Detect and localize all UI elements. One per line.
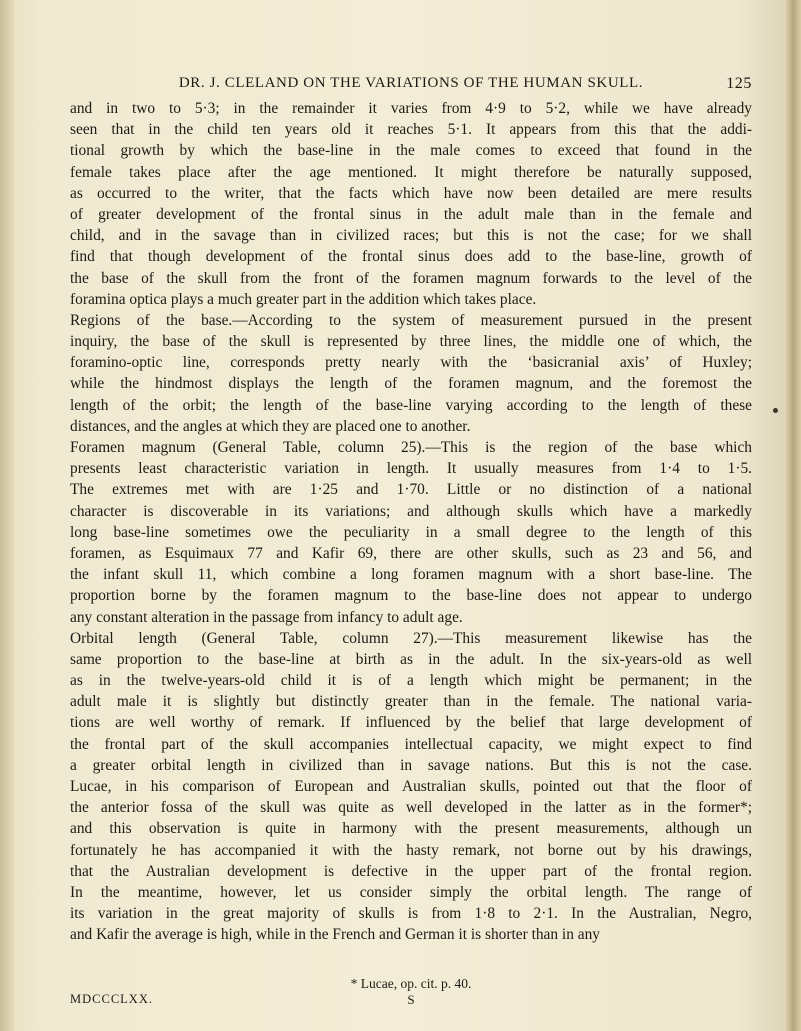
running-title: DR. J. CLELAND ON THE VARIATIONS OF THE HUMAN SKULL. <box>178 75 644 91</box>
margin-ink-spot <box>773 408 778 413</box>
text-line: and Kafir the average is high, while in the French and German it is shorter than in any <box>70 926 600 944</box>
text-line: a greater orbital length in civilized than in savage nations. But this is not the case. <box>70 756 752 774</box>
text-line: the frontal part of the skull accompanies intellectual capacity, we might expect to find <box>70 735 752 753</box>
text-line: child, and in the savage than in civilized races; but this is not the case; for we shall <box>70 227 752 245</box>
text-line: The extremes met with are 1·25 and 1·70. Little or no distinction of a national <box>70 481 752 499</box>
footnote: * Lucae, op. cit. p. 40. <box>350 976 472 991</box>
page-footer <box>70 976 752 1016</box>
text-line: seen that in the child ten years old it reaches 5·1. It appears from this that the addi- <box>70 121 752 139</box>
text-line: long base-line sometimes owe the peculiarity in a small degree to the length of this <box>70 523 752 541</box>
text-line: Foramen magnum (General Table, column 25).—This is the region of the base which <box>70 439 752 456</box>
text-line: the base of the skull from the front of the foramen magnum forwards to the level of the <box>70 269 752 287</box>
text-line: same proportion to the base-line at birth as in the adult. In the six-years-old as well <box>70 650 752 668</box>
page-fore-edge <box>784 0 801 1031</box>
text-line: foramino-optic line, corresponds pretty nearly with the ‘basicranial axis’ of Huxley; <box>70 354 752 372</box>
text-line: female takes place after the age mentioned. It might therefore be naturally supposed, <box>70 163 752 181</box>
text-line: Regions of the base.—According to the system of measurement pursued in the present <box>70 311 752 329</box>
page-gutter <box>0 0 14 1031</box>
text-line: any constant alteration in the passage from infancy to adult age. <box>70 608 463 626</box>
text-line: as in the twelve-years-old child it is of a length which might be permanent; in the <box>70 672 752 690</box>
text-line: foramen, as Esquimaux 77 and Kafir 69, there are other skulls, such as 23 and 56, and <box>70 544 752 562</box>
signature-mark: S <box>407 992 415 1007</box>
body-text <box>70 98 752 946</box>
page-number: 125 <box>726 75 752 92</box>
text-line: its variation in the great majority of skulls is from 1·8 to 2·1. In the Australian, Negro, <box>70 905 752 923</box>
text-line: tions are well worthy of remark. If influenced by the belief that large development of <box>70 714 752 732</box>
text-line: adult male it is slightly but distinctly greater than in the female. The national varia- <box>70 693 752 711</box>
text-line: tional growth by which the base-line in the male comes to exceed that found in the <box>70 142 752 160</box>
text-line: that the Australian development is defective in the upper part of the frontal region. <box>70 862 752 880</box>
text-line: proportion borne by the foramen magnum to the base-line does not appear to undergo <box>70 587 752 605</box>
text-line: the infant skull 11, which combine a long foramen magnum with a short base-line. The <box>70 566 752 584</box>
signature-date: MDCCCLXX. <box>70 992 153 1006</box>
text-line: inquiry, the base of the skull is represented by three lines, the middle one of which, the <box>70 333 752 351</box>
text-line: while the hindmost displays the length of the foramen magnum, and the foremost the <box>70 375 752 393</box>
text-line: fortunately he has accompanied it with the hasty remark, not borne out by his drawings, <box>70 841 752 859</box>
text-line: length of the orbit; the length of the base-line varying according to the length of these <box>70 396 752 414</box>
text-line: the anterior fossa of the skull was quite as well developed in the latter as in the former*; <box>70 799 752 817</box>
text-line: presents least characteristic variation in length. It usually measures from 1·4 to 1·5. <box>70 460 752 478</box>
running-header <box>70 75 752 97</box>
text-line: as occurred to the writer, that the facts which have now been detailed are mere results <box>70 184 752 202</box>
text-line: distances, and the angles at which they are placed one to another. <box>70 417 471 435</box>
text-line: and this observation is quite in harmony with the present measurements, although un <box>70 820 752 838</box>
text-line: In the meantime, however, let us consider simply the orbital length. The range of <box>70 883 752 901</box>
text-line: find that though development of the frontal sinus does add to the base-line, growth of <box>70 248 752 266</box>
text-line: Orbital length (General Table, column 27).—This measurement likewise has the <box>70 629 752 647</box>
text-line: of greater development of the frontal sinus in the adult male than in the female and <box>70 205 752 223</box>
text-line: Lucae, in his comparison of European and Australian skulls, pointed out that the floor of <box>70 778 752 795</box>
text-line: and in two to 5·3; in the remainder it varies from 4·9 to 5·2, while we have already <box>70 100 752 117</box>
text-line: foramina optica plays a much greater part in the addition which takes place. <box>70 290 537 308</box>
text-line: character is discoverable in its variations; and although skulls which have a markedly <box>70 502 752 520</box>
